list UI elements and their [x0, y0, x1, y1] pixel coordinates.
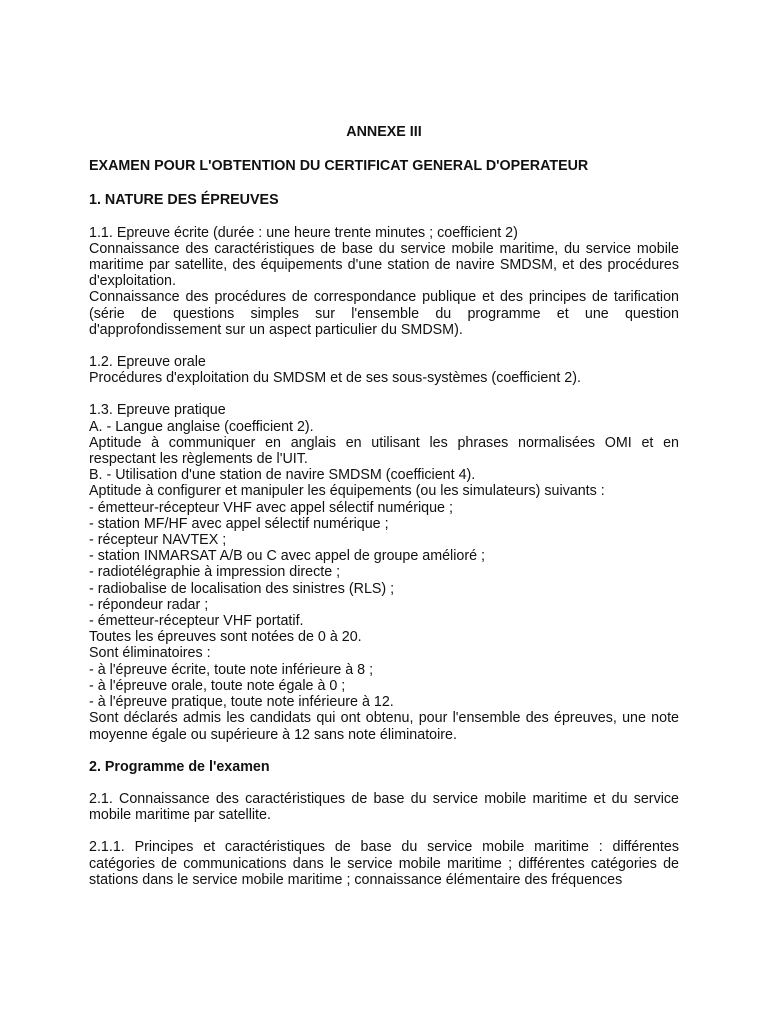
elimination-title: Sont éliminatoires :: [89, 645, 211, 662]
equipment-item: - récepteur NAVTEX ;: [89, 532, 227, 549]
section-1-3-b-title: B. - Utilisation d'une station de navire SMDSM (coefficient 4).: [89, 467, 476, 484]
section-1-3-a-title: A. - Langue anglaise (coefficient 2).: [89, 418, 314, 435]
equipment-item: - radiobalise de localisation des sinistres (RLS) ;: [89, 580, 395, 597]
section-1-1-title: 1.1. Epreuve écrite (durée : une heure trente minutes ; coefficient 2): [89, 224, 518, 241]
section-2-1-paragraph: 2.1. Connaissance des caractéristiques de base du service mobile maritime et du service mobile maritime par satellite.: [89, 790, 679, 824]
scoring-note: Toutes les épreuves sont notées de 0 à 20.: [89, 629, 362, 646]
section-1-3-a-paragraph: Aptitude à communiquer en anglais en utilisant les phrases normalisées OMI et en respectant les règlements de l'UIT.: [89, 434, 679, 468]
section-2-1-1-paragraph: 2.1.1. Principes et caractéristiques de base du service mobile maritime : différentes catégories de communications dans le service mobile maritime ; différentes catégories de stations dans le service mobile maritime ; connaissance élémentaire des fréquences: [89, 839, 679, 888]
equipment-item: - radiotélégraphie à impression directe ;: [89, 564, 341, 581]
elimination-item: - à l'épreuve orale, toute note égale à 0 ;: [89, 677, 346, 694]
document-body: [89, 124, 679, 888]
section-1-2-paragraph: Procédures d'exploitation du SMDSM et de ses sous-systèmes (coefficient 2).: [89, 370, 581, 387]
elimination-item: - à l'épreuve écrite, toute note inférieure à 8 ;: [89, 661, 374, 678]
document-subtitle: EXAMEN POUR L'OBTENTION DU CERTIFICAT GENERAL D'OPERATEUR: [89, 158, 589, 175]
equipment-item: - émetteur-récepteur VHF portatif.: [89, 613, 304, 630]
equipment-item: - émetteur-récepteur VHF avec appel sélectif numérique ;: [89, 499, 453, 516]
section-1-2-title: 1.2. Epreuve orale: [89, 354, 206, 371]
equipment-item: - station MF/HF avec appel sélectif numérique ;: [89, 515, 389, 532]
document-title: ANNEXE III: [346, 124, 422, 140]
section-1-1-paragraph-1: Connaissance des caractéristiques de base du service mobile maritime, du service mobile maritime par satellite, des équipements d'une station de navire SMDSM, et des procédures d'exploitation.: [89, 240, 679, 290]
section-2-heading: 2. Programme de l'examen: [89, 758, 270, 775]
equipment-item: - station INMARSAT A/B ou C avec appel de groupe amélioré ;: [89, 548, 486, 565]
section-1-3-title: 1.3. Epreuve pratique: [89, 402, 226, 419]
section-1-3-b-paragraph: Aptitude à configurer et manipuler les équipements (ou les simulateurs) suivants :: [89, 483, 605, 500]
admission-paragraph: Sont déclarés admis les candidats qui ont obtenu, pour l'ensemble des épreuves, une note moyenne égale ou supérieure à 12 sans note éliminatoire.: [89, 710, 679, 743]
section-1-1-paragraph-2: Connaissance des procédures de correspondance publique et des principes de tarification (série de questions simples sur l'ensemble du programme et une question d'approfondissement sur un aspect particulier du SMDSM).: [89, 289, 679, 338]
elimination-item: - à l'épreuve pratique, toute note inférieure à 12.: [89, 694, 394, 711]
equipment-item: - répondeur radar ;: [89, 596, 209, 613]
section-1-heading: 1. NATURE DES ÉPREUVES: [89, 192, 279, 209]
